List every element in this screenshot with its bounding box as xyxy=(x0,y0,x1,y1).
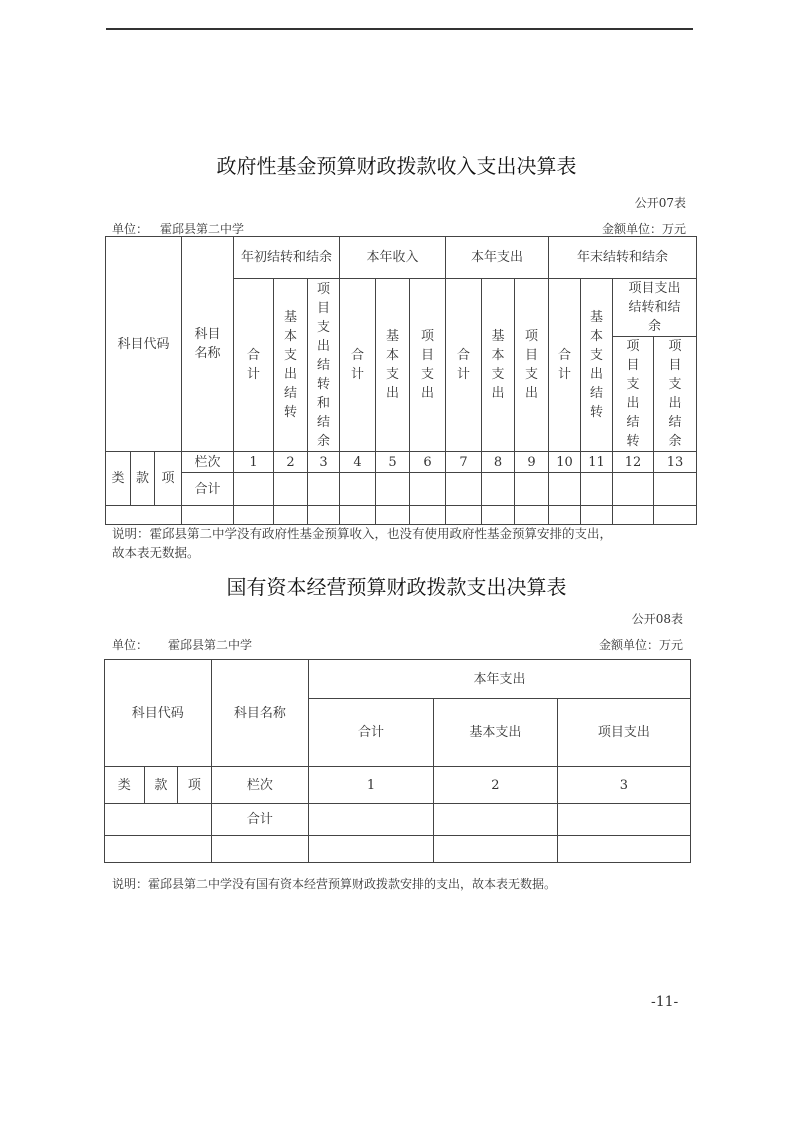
col-number: 7 xyxy=(446,452,482,473)
col-number: 4 xyxy=(340,452,376,473)
header-xiang: 项 xyxy=(178,767,212,804)
table08-title: 国有资本经营预算财政拨款支出决算表 xyxy=(226,575,567,599)
table08-note: 说明：霍邱县第二中学没有国有资本经营预算财政拨款安排的支出，故本表无数据。 xyxy=(112,877,557,891)
table-cell xyxy=(105,804,212,836)
table-cell xyxy=(581,506,613,525)
col-number: 8 xyxy=(482,452,515,473)
col-number: 1 xyxy=(234,452,274,473)
table-row-index xyxy=(106,452,697,473)
table-cell xyxy=(105,836,212,863)
table-cell xyxy=(274,473,308,506)
table07-unit-label: 单位： xyxy=(112,222,149,236)
header-total: 合计 xyxy=(309,699,434,767)
table-cell xyxy=(234,506,274,525)
header-begin-basic: 基本支出结转 xyxy=(274,279,308,452)
header-income-total: 合计 xyxy=(340,279,376,452)
table-cell xyxy=(433,804,557,836)
header-expense-project: 项目支出 xyxy=(515,279,549,452)
col-number: 12 xyxy=(613,452,654,473)
table-cell xyxy=(308,506,340,525)
table-cell xyxy=(482,506,515,525)
table07 xyxy=(105,236,697,525)
header-begin-balance: 年初结转和结余 xyxy=(234,237,340,279)
table-cell xyxy=(182,506,234,525)
col-number: 1 xyxy=(309,767,434,804)
table07-note: 说明：霍邱县第二中学没有政府性基金预算收入，也没有使用政府性基金预算安排的支出， 故本表无数据。 xyxy=(112,526,613,560)
row-index-label: 栏次 xyxy=(211,767,308,804)
header-income: 本年收入 xyxy=(340,237,446,279)
table-row-index xyxy=(105,767,691,804)
table-row-total xyxy=(105,804,691,836)
table-cell xyxy=(549,473,581,506)
header-expense: 本年支出 xyxy=(446,237,549,279)
header-expense: 本年支出 xyxy=(309,660,691,699)
table-cell xyxy=(482,473,515,506)
table08-amount-unit: 金额单位：万元 xyxy=(598,638,683,652)
table-cell xyxy=(340,506,376,525)
header-project: 项目支出 xyxy=(557,699,690,767)
header-end-project-group: 项目支出结转和结余 xyxy=(613,279,697,337)
col-number: 5 xyxy=(376,452,410,473)
header-code: 科目代码 xyxy=(105,660,212,767)
table-cell xyxy=(433,836,557,863)
col-number: 9 xyxy=(515,452,549,473)
table-cell xyxy=(309,804,434,836)
header-expense-basic: 基本支出 xyxy=(482,279,515,452)
header-lei: 类 xyxy=(105,767,145,804)
table-cell xyxy=(211,836,308,863)
header-name: 科目名称 xyxy=(182,237,234,452)
table07-amount-unit: 金额单位：万元 xyxy=(601,222,686,236)
table-cell xyxy=(274,506,308,525)
header-basic: 基本支出 xyxy=(433,699,557,767)
table-row-empty xyxy=(106,506,697,525)
table-cell xyxy=(234,473,274,506)
header-code: 科目代码 xyxy=(106,237,182,452)
table-cell xyxy=(446,473,482,506)
table-cell xyxy=(376,506,410,525)
table-cell xyxy=(613,473,654,506)
table-cell xyxy=(106,506,182,525)
row-total-label: 合计 xyxy=(211,804,308,836)
table07-title: 政府性基金预算财政拨款收入支出决算表 xyxy=(216,154,577,178)
table-cell xyxy=(557,804,690,836)
header-name: 科目名称 xyxy=(211,660,308,767)
col-number: 3 xyxy=(557,767,690,804)
table-cell xyxy=(654,473,697,506)
header-expense-total: 合计 xyxy=(446,279,482,452)
header-kuan: 款 xyxy=(144,767,178,804)
table-cell xyxy=(654,506,697,525)
header-begin-total: 合计 xyxy=(234,279,274,452)
col-number: 10 xyxy=(549,452,581,473)
table-cell xyxy=(376,473,410,506)
header-end-project-balance: 项目支出结余 xyxy=(654,337,697,452)
header-begin-project: 项目支出结转和结余 xyxy=(308,279,340,452)
header-income-project: 项目支出 xyxy=(410,279,446,452)
table-cell xyxy=(410,506,446,525)
table-cell xyxy=(613,506,654,525)
header-end-total: 合计 xyxy=(549,279,581,452)
table-cell xyxy=(515,473,549,506)
table07-unit-name: 霍邱县第二中学 xyxy=(160,222,245,236)
table-cell xyxy=(549,506,581,525)
header-end-basic: 基本支出结转 xyxy=(581,279,613,452)
table-cell xyxy=(309,836,434,863)
header-rule xyxy=(106,28,693,30)
table-row-total xyxy=(106,473,697,506)
table-row-empty xyxy=(105,836,691,863)
page-number: -11- xyxy=(651,994,679,1010)
table08-number: 公开08表 xyxy=(631,612,683,626)
header-end-project-carry: 项目支出结转 xyxy=(613,337,654,452)
header-lei: 类 xyxy=(106,452,131,506)
table08 xyxy=(104,659,691,863)
table-cell xyxy=(308,473,340,506)
table07-number: 公开07表 xyxy=(634,196,686,210)
col-number: 11 xyxy=(581,452,613,473)
row-index-label: 栏次 xyxy=(182,452,234,473)
table08-unit-name: 霍邱县第二中学 xyxy=(168,638,253,652)
header-income-basic: 基本支出 xyxy=(376,279,410,452)
table-cell xyxy=(515,506,549,525)
col-number: 2 xyxy=(433,767,557,804)
table-cell xyxy=(410,473,446,506)
table-cell xyxy=(581,473,613,506)
table-cell xyxy=(446,506,482,525)
col-number: 2 xyxy=(274,452,308,473)
header-end-balance: 年末结转和结余 xyxy=(549,237,697,279)
table-cell xyxy=(340,473,376,506)
col-number: 13 xyxy=(654,452,697,473)
header-kuan: 款 xyxy=(131,452,155,506)
row-total-label: 合计 xyxy=(182,473,234,506)
table08-unit-label: 单位： xyxy=(112,638,149,652)
col-number: 6 xyxy=(410,452,446,473)
col-number: 3 xyxy=(308,452,340,473)
header-xiang: 项 xyxy=(155,452,182,506)
table-cell xyxy=(557,836,690,863)
